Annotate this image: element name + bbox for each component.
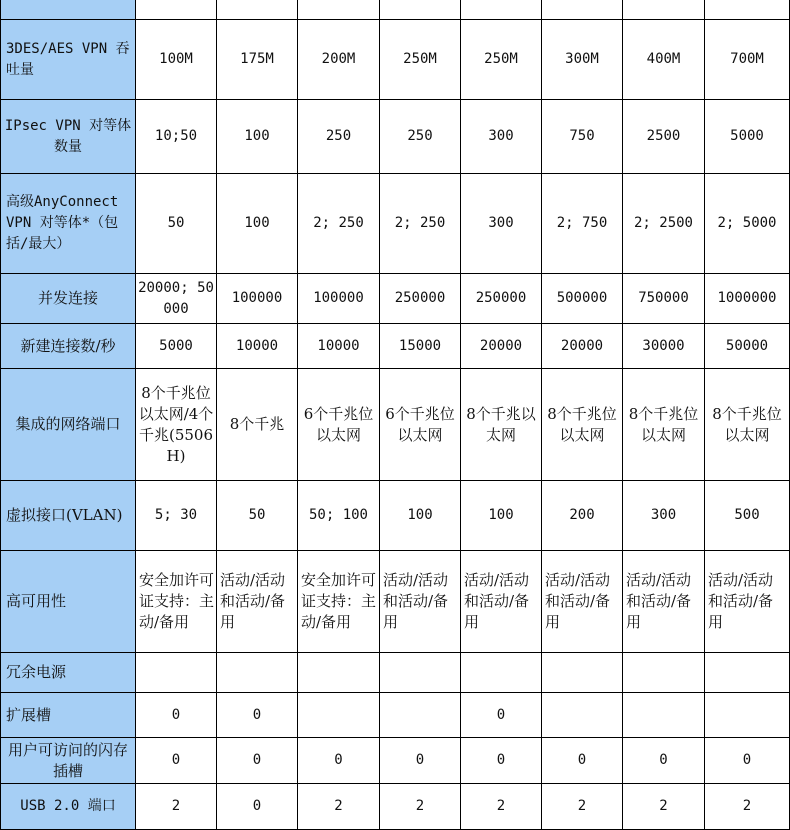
table-cell: 2; 250 xyxy=(298,174,380,274)
table-cell: 0 xyxy=(217,784,298,830)
table-cell: 15000 xyxy=(380,324,461,369)
table-cell: 100 xyxy=(217,174,298,274)
table-cell: 2 xyxy=(705,784,790,830)
table-cell: 8个千兆位以太网/4个千兆(5506H) xyxy=(136,369,217,481)
table-cell: 活动/活动和活动/备用 xyxy=(461,551,542,653)
table-cell: 100 xyxy=(461,481,542,551)
table-cell xyxy=(298,653,380,693)
table-cell: 8个千兆位以太网 xyxy=(542,369,623,481)
table-cell xyxy=(623,653,705,693)
row-label: 用户可访问的闪存插槽 xyxy=(1,738,136,784)
table-cell: 300M xyxy=(542,20,623,100)
table-cell: 100 xyxy=(217,100,298,174)
table-cell: 750000 xyxy=(623,274,705,324)
row-label: 高级AnyConnect VPN 对等体*（包括/最大） xyxy=(1,174,136,274)
table-cell: 700M xyxy=(705,20,790,100)
table-row xyxy=(1,274,790,324)
table-cell: 300 xyxy=(623,481,705,551)
table-cell: 500 xyxy=(705,481,790,551)
row-label: 新建连接数/秒 xyxy=(1,324,136,369)
table-cell xyxy=(705,0,790,20)
table-row xyxy=(1,653,790,693)
table-cell: 活动/活动和活动/备用 xyxy=(217,551,298,653)
table-cell: 50; 100 xyxy=(298,481,380,551)
table-cell: 6个千兆位以太网 xyxy=(380,369,461,481)
table-cell xyxy=(217,0,298,20)
table-cell: 2 xyxy=(542,784,623,830)
table-cell xyxy=(705,653,790,693)
table-row xyxy=(1,100,790,174)
table-cell: 6个千兆位以太网 xyxy=(298,369,380,481)
table-cell: 300 xyxy=(461,174,542,274)
table-cell: 50000 xyxy=(705,324,790,369)
table-row xyxy=(1,369,790,481)
row-label: 扩展槽 xyxy=(1,693,136,738)
table-cell: 250M xyxy=(380,20,461,100)
table-cell xyxy=(136,653,217,693)
row-label: USB 2.0 端口 xyxy=(1,784,136,830)
table-cell: 20000 xyxy=(461,324,542,369)
row-label xyxy=(1,0,136,20)
table-cell: 安全加许可证支持：主动/备用 xyxy=(298,551,380,653)
table-cell: 2; 2500 xyxy=(623,174,705,274)
table-cell xyxy=(542,693,623,738)
table-cell xyxy=(623,693,705,738)
table-cell: 活动/活动和活动/备用 xyxy=(380,551,461,653)
table-cell: 2500 xyxy=(623,100,705,174)
table-cell: 2; 250 xyxy=(380,174,461,274)
table-cell xyxy=(380,0,461,20)
table-cell: 100000 xyxy=(217,274,298,324)
table-row xyxy=(1,174,790,274)
row-label: IPsec VPN 对等体数量 xyxy=(1,100,136,174)
table-cell: 50 xyxy=(136,174,217,274)
table-cell xyxy=(623,0,705,20)
table-cell: 250000 xyxy=(380,274,461,324)
table-cell: 0 xyxy=(380,738,461,784)
table-cell: 2; 750 xyxy=(542,174,623,274)
row-label: 冗余电源 xyxy=(1,653,136,693)
table-cell xyxy=(298,693,380,738)
table-cell: 0 xyxy=(705,738,790,784)
table-cell: 8个千兆位以太网 xyxy=(623,369,705,481)
table-cell: 0 xyxy=(298,738,380,784)
table-cell: 400M xyxy=(623,20,705,100)
table-cell: 20000; 50000 xyxy=(136,274,217,324)
table-cell: 2 xyxy=(298,784,380,830)
table-cell: 500000 xyxy=(542,274,623,324)
table-cell: 175M xyxy=(217,20,298,100)
table-cell: 5000 xyxy=(136,324,217,369)
table-cell: 活动/活动和活动/备用 xyxy=(542,551,623,653)
table-cell: 2 xyxy=(380,784,461,830)
table-cell: 0 xyxy=(542,738,623,784)
table-cell: 2 xyxy=(461,784,542,830)
table-cell xyxy=(705,693,790,738)
table-cell: 8个千兆位以太网 xyxy=(705,369,790,481)
table-cell: 2 xyxy=(623,784,705,830)
table-cell: 安全加许可证支持：主动/备用 xyxy=(136,551,217,653)
row-label: 虚拟接口(VLAN) xyxy=(1,481,136,551)
row-label: 3DES/AES VPN 吞吐量 xyxy=(1,20,136,100)
table-row xyxy=(1,738,790,784)
table-cell: 250 xyxy=(380,100,461,174)
table-cell: 活动/活动和活动/备用 xyxy=(705,551,790,653)
table-cell: 0 xyxy=(136,693,217,738)
table-cell xyxy=(542,653,623,693)
table-row xyxy=(1,20,790,100)
table-cell: 250M xyxy=(461,20,542,100)
table-cell: 100000 xyxy=(298,274,380,324)
table-cell: 0 xyxy=(623,738,705,784)
table-cell: 1000000 xyxy=(705,274,790,324)
table-cell xyxy=(136,0,217,20)
table-row xyxy=(1,551,790,653)
table-cell: 750 xyxy=(542,100,623,174)
table-cell: 200M xyxy=(298,20,380,100)
row-label: 高可用性 xyxy=(1,551,136,653)
row-label: 并发连接 xyxy=(1,274,136,324)
table-cell xyxy=(461,653,542,693)
table-cell: 10000 xyxy=(298,324,380,369)
table-row xyxy=(1,784,790,830)
table-cell: 0 xyxy=(217,693,298,738)
table-cell: 8个千兆以太网 xyxy=(461,369,542,481)
table-cell: 10000 xyxy=(217,324,298,369)
table-cell: 5; 30 xyxy=(136,481,217,551)
table-cell: 0 xyxy=(136,738,217,784)
table-cell: 0 xyxy=(461,693,542,738)
table-cell xyxy=(217,653,298,693)
table-cell: 30000 xyxy=(623,324,705,369)
table-cell: 250000 xyxy=(461,274,542,324)
row-label: 集成的网络端口 xyxy=(1,369,136,481)
table-cell: 100 xyxy=(380,481,461,551)
table-cell: 200 xyxy=(542,481,623,551)
table-cell: 250 xyxy=(298,100,380,174)
table-cell: 5000 xyxy=(705,100,790,174)
table-cell xyxy=(461,0,542,20)
table-row xyxy=(1,0,790,20)
table-row xyxy=(1,324,790,369)
table-cell xyxy=(380,693,461,738)
table-cell: 0 xyxy=(461,738,542,784)
table-cell: 2; 5000 xyxy=(705,174,790,274)
table-row xyxy=(1,481,790,551)
table-cell xyxy=(380,653,461,693)
table-cell: 20000 xyxy=(542,324,623,369)
table-row xyxy=(1,693,790,738)
table-cell: 50 xyxy=(217,481,298,551)
table-cell: 10;50 xyxy=(136,100,217,174)
table-cell: 300 xyxy=(461,100,542,174)
table-cell: 100M xyxy=(136,20,217,100)
table-cell: 2 xyxy=(136,784,217,830)
table-cell: 活动/活动和活动/备用 xyxy=(623,551,705,653)
table-cell xyxy=(542,0,623,20)
table-cell xyxy=(298,0,380,20)
table-cell: 8个千兆 xyxy=(217,369,298,481)
table-cell: 0 xyxy=(217,738,298,784)
